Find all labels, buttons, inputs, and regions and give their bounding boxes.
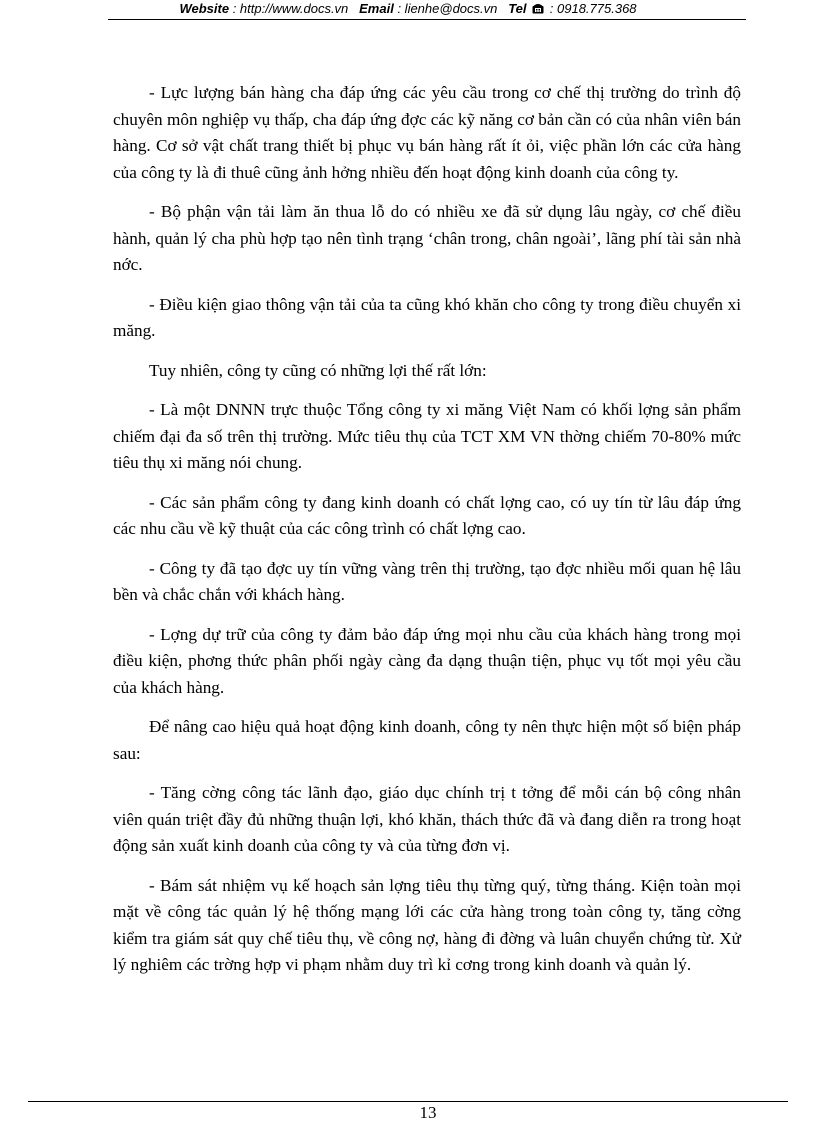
paragraph: - Điều kiện giao thông vận tải của ta cũng khó khăn cho công ty trong điều chuyển xi măng. <box>113 294 741 340</box>
paragraph: - Bộ phận vận tải làm ăn thua lỗ do có nhiều xe đã sử dụng lâu ngày, cơ chế điều hành, quản lý cha phù hợp tạo nên tình trạng ‘chân trong, chân ngoài’, lãng phí tài sản nhà nớc. <box>113 202 741 274</box>
phone-icon <box>532 1 544 12</box>
paragraph: - Là một DNNN trực thuộc Tổng công ty xi măng Việt Nam có khối lợng sản phẩm chiếm đại đa số trên thị trường. Mức tiêu thụ của TCT XM VN thờng chiếm 70-80% mức tiêu thụ xi măng nói chung. <box>113 400 741 472</box>
paragraph: - Công ty đã tạo đợc uy tín vững vàng trên thị trường, tạo đợc nhiều mối quan hệ lâu bền và chắc chắn với khách hàng. <box>113 558 741 604</box>
page-header <box>0 0 816 20</box>
paragraph: - Tăng cờng công tác lãnh đạo, giáo dục chính trị t tởng để mỗi cán bộ công nhân viên quán triệt đầy đủ những thuận lợi, khó khăn, thách thức đã và đang diễn ra trong hoạt động sản xuất kinh doanh của công ty và của từng đơn vị. <box>113 783 741 855</box>
document-body <box>113 80 741 992</box>
header-divider <box>108 19 746 20</box>
tel-value: : 0918.775.368 <box>549 1 637 16</box>
paragraph: - Lực lượng bán hàng cha đáp ứng các yêu cầu trong cơ chế thị trường do trình độ chuyên môn nghiệp vụ thấp, cha đáp ứng đợc các kỹ năng cơ bản cần có của nhân viên bán hàng. Cơ sở vật chất trang thiết bị phục vụ bán hàng rất ít ỏi, việc phần lớn các cửa hàng của công ty là đi thuê cũng ảnh hởng nhiều đến hoạt động kinh doanh của công ty. <box>113 83 741 182</box>
paragraph: Tuy nhiên, công ty cũng có những lợi thế rất lớn: <box>149 360 487 380</box>
email-value: : lienhe@docs.vn <box>397 1 498 16</box>
page-number: 13 <box>419 1103 437 1122</box>
footer-divider <box>28 1101 788 1102</box>
paragraph: - Lợng dự trữ của công ty đảm bảo đáp ứng mọi nhu cầu của khách hàng trong mọi điều kiện, phơng thức phân phối ngày càng đa dạng thuận tiện, phục vụ tốt mọi yêu cầu của khách hàng. <box>113 624 741 697</box>
paragraph: - Bám sát nhiệm vụ kế hoạch sản lợng tiêu thụ từng quý, từng tháng. Kiện toàn mọi mặt về công tác quản lý hệ thống mạng lới các cửa hàng trong toàn công ty, tăng cờng kiểm tra giám sát quy chế tiêu thụ, về công nợ, hàng đi đờng và luân chuyển chứng từ. Xử lý nghiêm các trờng hợp vi phạm nhằm duy trì kỉ cơng trong kinh doanh và quản lý. <box>113 875 741 974</box>
email-label: Email <box>359 1 394 16</box>
paragraph: Để nâng cao hiệu quả hoạt động kinh doanh, công ty nên thực hiện một số biện pháp sau: <box>113 717 741 763</box>
website-value: : http://www.docs.vn <box>232 1 349 16</box>
website-label: Website <box>179 1 230 16</box>
paragraph: - Các sản phẩm công ty đang kinh doanh có chất lợng cao, có uy tín từ lâu đáp ứng các nhu cầu về kỹ thuật của các công trình có chất lợng cao. <box>113 492 741 538</box>
tel-label: Tel <box>508 1 527 16</box>
